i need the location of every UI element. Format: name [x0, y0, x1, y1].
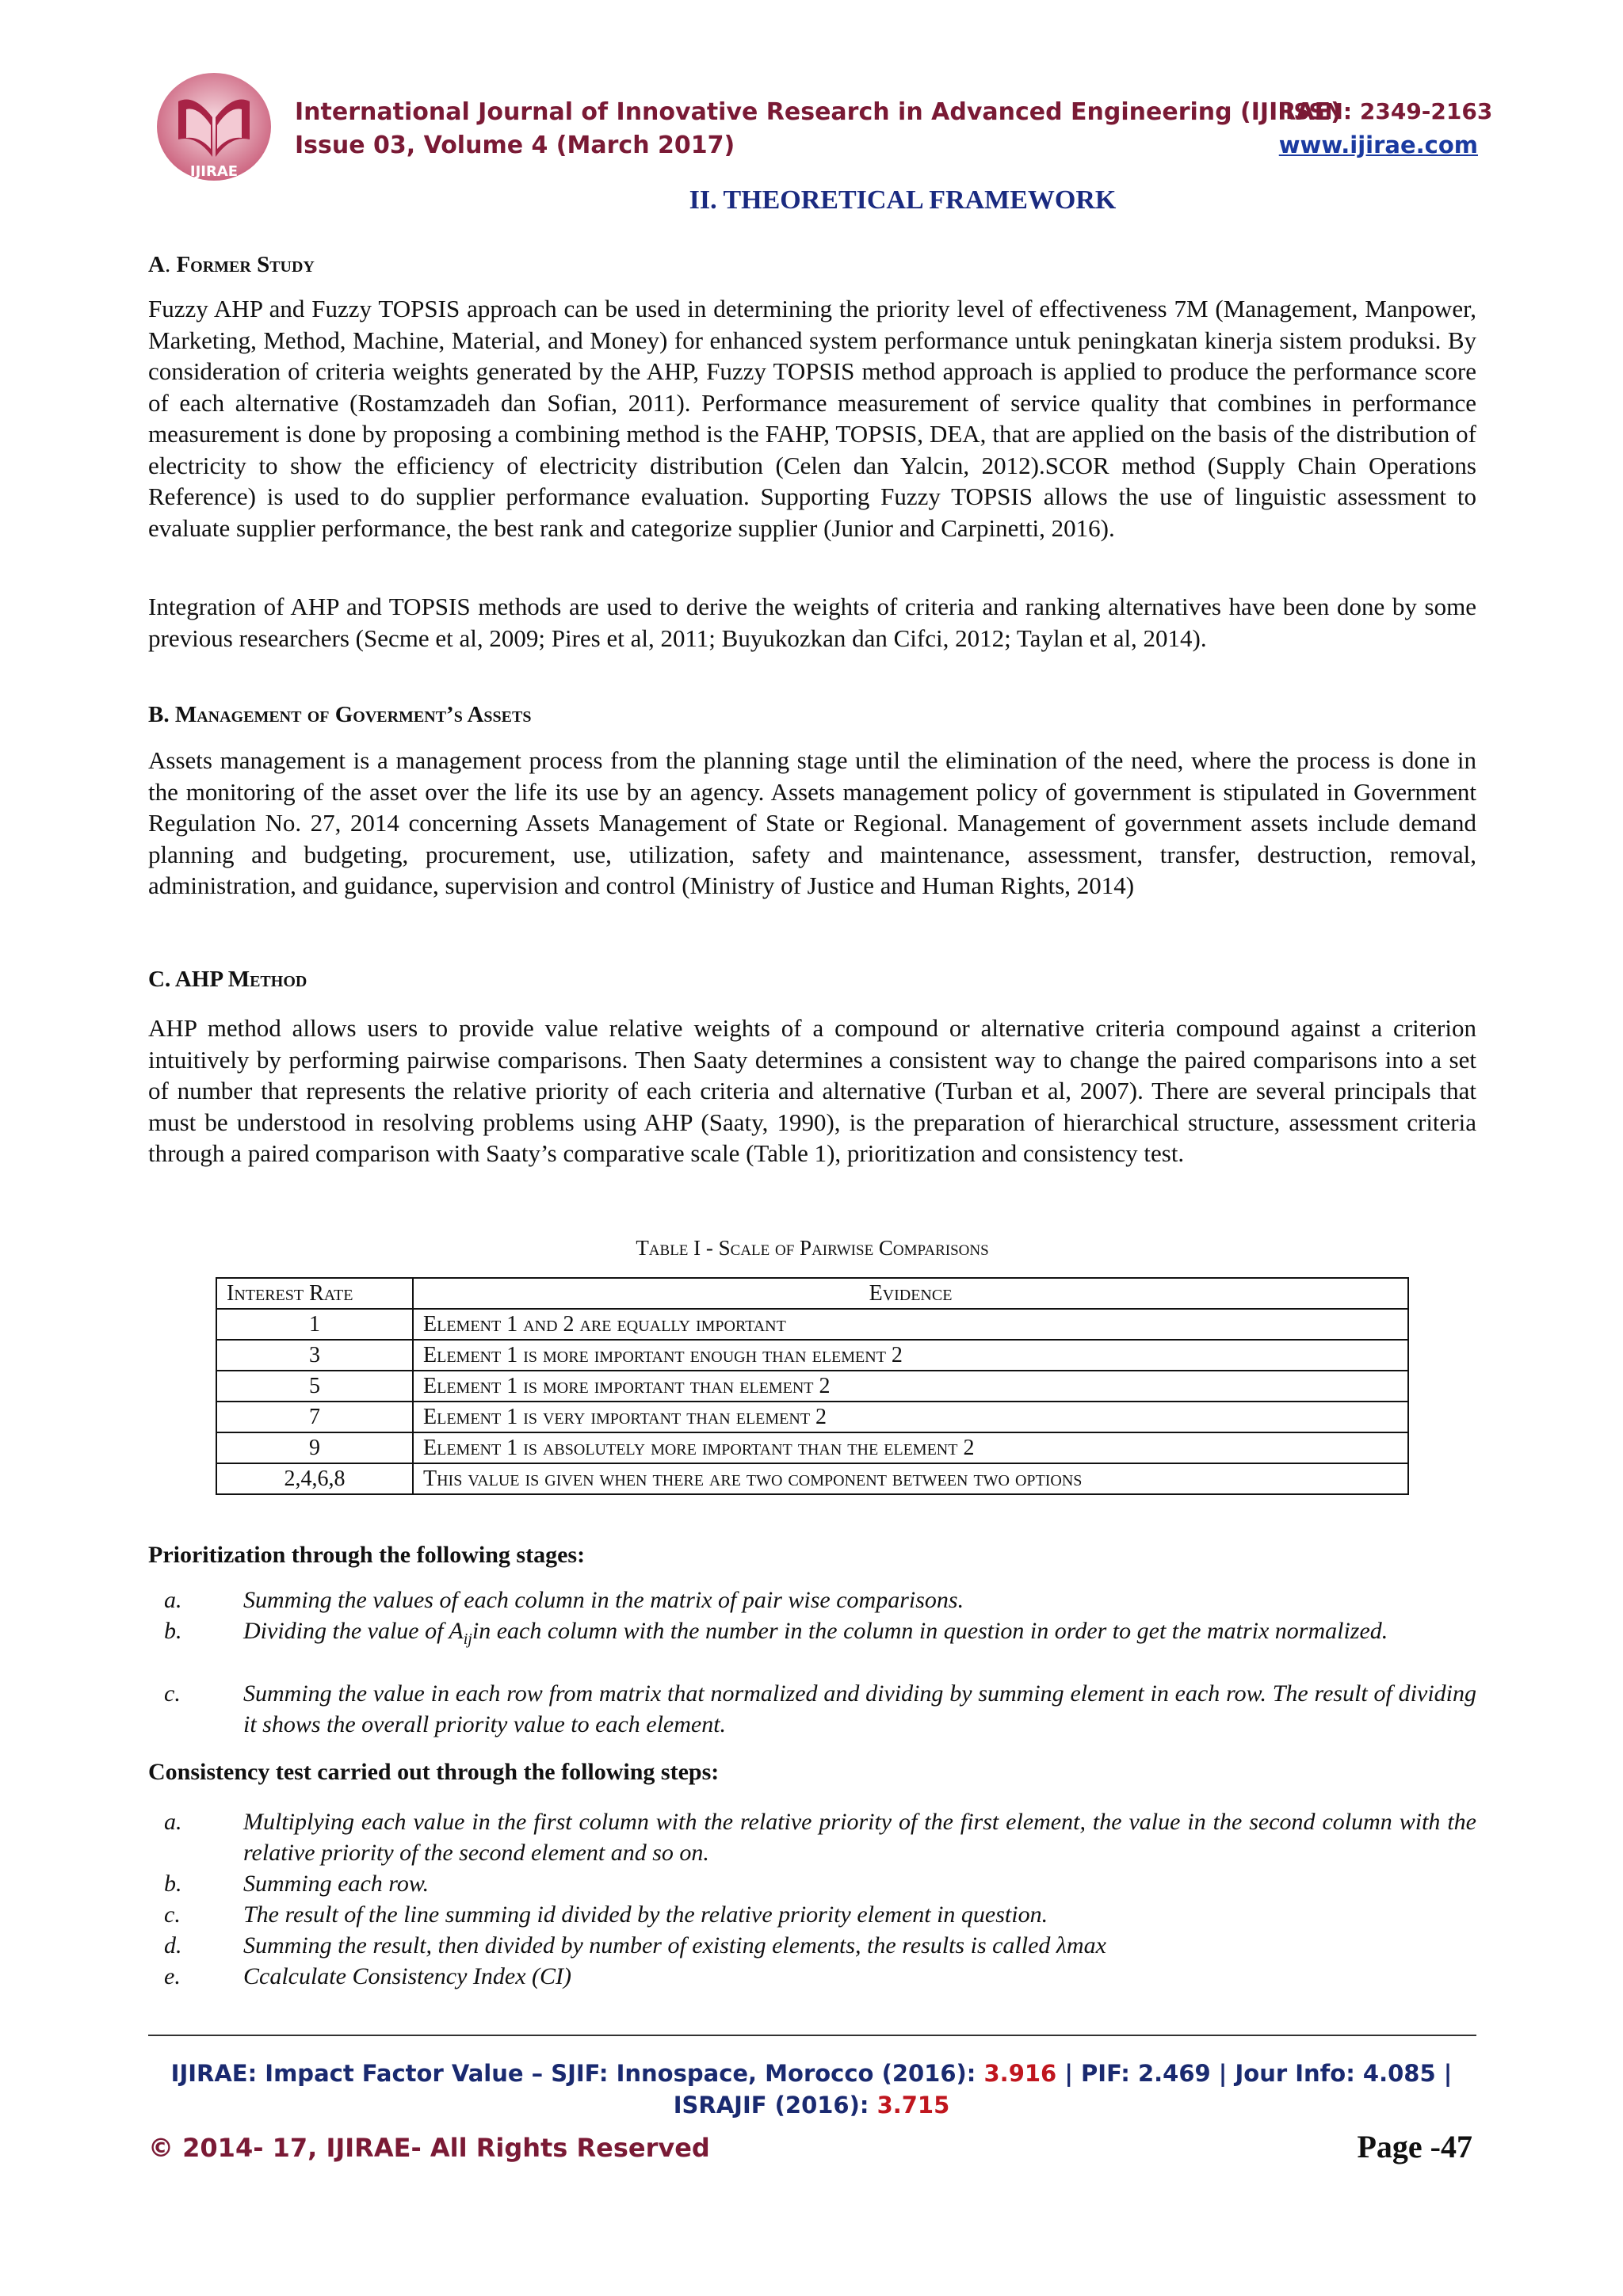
subheading-text: Management of Goverment’s Assets [174, 702, 532, 727]
logo-text: IJIRAE [189, 163, 239, 180]
page-number: Page -47 [1357, 2129, 1472, 2164]
table-cell-evidence: Element 1 is very important than element 2 [413, 1402, 1408, 1432]
section-title: II. THEORETICAL FRAMEWORK [689, 185, 1117, 215]
table-row [216, 1463, 1408, 1494]
prioritization-heading: Prioritization through the following stages: [148, 1542, 586, 1568]
consistency-step-a [148, 1806, 1476, 1868]
step-letter: b. [164, 1618, 182, 1644]
footer-impact-line [0, 2060, 1623, 2087]
step-letter: c. [164, 1680, 181, 1707]
table-cell-rate: 5 [216, 1371, 413, 1402]
step-letter: a. [164, 1587, 182, 1613]
step-letter: e. [164, 1963, 181, 1989]
table-row [216, 1309, 1408, 1340]
table-cell-evidence: Element 1 is more important than element 2 [413, 1371, 1408, 1402]
step-text-pre: Dividing the value of A [243, 1618, 464, 1644]
subheading-text: Former Study [176, 252, 315, 277]
consistency-step-d [148, 1930, 1476, 1961]
pairwise-scale-table [216, 1277, 1409, 1495]
step-text: Summing each row. [243, 1871, 430, 1897]
footer-divider [148, 2035, 1476, 2036]
table-cell-rate: 2,4,6,8 [216, 1463, 413, 1494]
subheading-prefix: B. [148, 702, 175, 727]
step-text: Summing the result, then divided by number of existing elements, the results is called λmax [243, 1932, 1106, 1958]
paragraph-ahp-method: AHP method allows users to provide value relative weights of a compound or alternative criteria compound against a criterion intuitively by performing pairwise comparisons. Then Saaty determines a consistent way to change the paired comparisons into a set of number that represents the relative priority of each criteria and alternative (Turban et al, 2007). There are several principals that must be understood in resolving problems using AHP (Saaty, 1990), is the preparation of hierarchical structure, assessment criteria through a paired comparison with Saaty’s comparative scale (Table 1), prioritization and consistency test. [148, 1014, 1476, 1167]
paragraph-former-study-1: Fuzzy AHP and Fuzzy TOPSIS approach can be used in determining the priority level of effectiveness 7M (Management, Manpower, Marketing, Method, Machine, Material, and Money) for enhanced system performance untuk peningkatan kinerja sistem produksi. By consideration of criteria weights generated by the AHP, Fuzzy TOPSIS method approach is applied to produce the performance score of each alternative (Rostamzadeh dan Sofian, 2011). Performance measurement of service quality that combines in performance measurement is done by proposing a combining method is the FAHP, TOPSIS, DEA, that are applied on the basis of the distribution of electricity to show the efficiency of electricity distribution (Celen dan Yalcin, 2012).SCOR method (Supply Chain Operations Reference) is used to do supplier performance evaluation. Supporting Fuzzy TOPSIS allows the use of linguistic assessment to evaluate supplier performance, the best rank and categorize supplier (Junior and Carpinetti, 2016). [148, 295, 1476, 542]
journal-logo [151, 70, 285, 189]
journal-title: International Journal of Innovative Research in Advanced Engineering (IJIRAE) [295, 98, 1342, 126]
footer-impact-text-2: | PIF: 2.469 | Jour Info: 4.085 | [1056, 2060, 1453, 2087]
prioritization-step-c [148, 1678, 1476, 1740]
footer-israjif-line [0, 2092, 1623, 2119]
table-cell-evidence: This value is given when there are two component between two options [413, 1463, 1408, 1494]
prioritization-step-a [148, 1585, 1476, 1615]
step-text: The result of the line summing id divided by the relative priority element in question. [243, 1901, 1048, 1928]
subheading-text: Method [227, 967, 307, 992]
journal-website-link[interactable]: www.ijirae.com [1278, 132, 1478, 158]
footer-sjif-value: 3.916 [983, 2060, 1057, 2087]
consistency-heading: Consistency test carried out through the following steps: [148, 1759, 720, 1785]
step-text-post: in each column with the number in the column in question in order to get the matrix normalized. [472, 1618, 1388, 1644]
prioritization-step-b [148, 1615, 1476, 1655]
footer-israjif-value: 3.715 [876, 2092, 950, 2119]
step-letter: b. [164, 1871, 182, 1897]
subheading-former-study [148, 252, 315, 278]
consistency-step-e [148, 1961, 1476, 1992]
journal-issn: ISSN: 2349-2163 [1285, 98, 1493, 124]
table-cell-evidence: Element 1 is absolutely more important than the element 2 [413, 1432, 1408, 1463]
subheading-prefix: C. AHP [148, 967, 228, 992]
step-text [243, 1615, 1476, 1655]
table-row [216, 1340, 1408, 1371]
subheading-ahp-method [148, 967, 307, 993]
step-letter: c. [164, 1901, 181, 1928]
table-cell-rate: 9 [216, 1432, 413, 1463]
paragraph-management-assets: Assets management is a management process from the planning stage until the elimination of the need, where the process is done in the monitoring of the asset over the life its use by an agency. Assets management policy of government is stipulated in Government Regulation No. 27, 2014 concerning Assets Management of State or Regional. Management of government assets include demand planning and budgeting, procurement, use, utilization, safety and maintenance, assessment, transfer, destruction, removal, administration, and guidance, supervision and control (Ministry of Justice and Human Rights, 2014) [148, 746, 1476, 899]
table-cell-evidence: Element 1 and 2 are equally important [413, 1309, 1408, 1340]
step-text: Summing the values of each column in the matrix of pair wise comparisons. [243, 1587, 964, 1613]
step-text: Ccalculate Consistency Index (CI) [243, 1963, 572, 1989]
table-header-row [216, 1278, 1408, 1309]
table-header-evidence: Evidence [413, 1278, 1408, 1309]
table-row [216, 1371, 1408, 1402]
consistency-step-c [148, 1899, 1476, 1930]
table-cell-rate: 7 [216, 1402, 413, 1432]
table-cell-rate: 3 [216, 1340, 413, 1371]
consistency-step-b [148, 1868, 1476, 1899]
journal-issue: Issue 03, Volume 4 (March 2017) [295, 132, 735, 159]
step-letter: a. [164, 1809, 182, 1835]
subheading-separator: . [164, 252, 177, 277]
step-text: Summing the value in each row from matrix that normalized and dividing by summing element in each row. The result of dividing it shows the overall priority value to each element. [243, 1680, 1476, 1737]
subheading-management-assets [148, 702, 531, 728]
footer-impact-text: IJIRAE: Impact Factor Value – SJIF: Innospace, Morocco (2016): [170, 2060, 984, 2087]
table-header-interest-rate: Interest Rate [216, 1278, 413, 1309]
footer-israjif-text: ISRAJIF (2016): [673, 2092, 877, 2119]
table-row [216, 1432, 1408, 1463]
step-text-subscript: ij [463, 1630, 472, 1648]
table-row [216, 1402, 1408, 1432]
footer-copyright: © 2014- 17, IJIRAE- All Rights Reserved [148, 2133, 710, 2163]
table-caption: Table I - Scale of Pairwise Comparisons [636, 1236, 989, 1260]
subheading-prefix: A [148, 252, 165, 277]
table-cell-evidence: Element 1 is more important enough than element 2 [413, 1340, 1408, 1371]
table-cell-rate: 1 [216, 1309, 413, 1340]
paragraph-former-study-2: Integration of AHP and TOPSIS methods are used to derive the weights of criteria and ranking alternatives have been done by some previous researchers (Secme et al, 2009; Pires et al, 2011; Buyukozkan dan Cifci, 2012; Taylan et al, 2014). [148, 593, 1476, 652]
step-letter: d. [164, 1932, 182, 1958]
step-text: Multiplying each value in the first column with the relative priority of the first element, the value in the second column with the relative priority of the second element and so on. [243, 1809, 1476, 1866]
